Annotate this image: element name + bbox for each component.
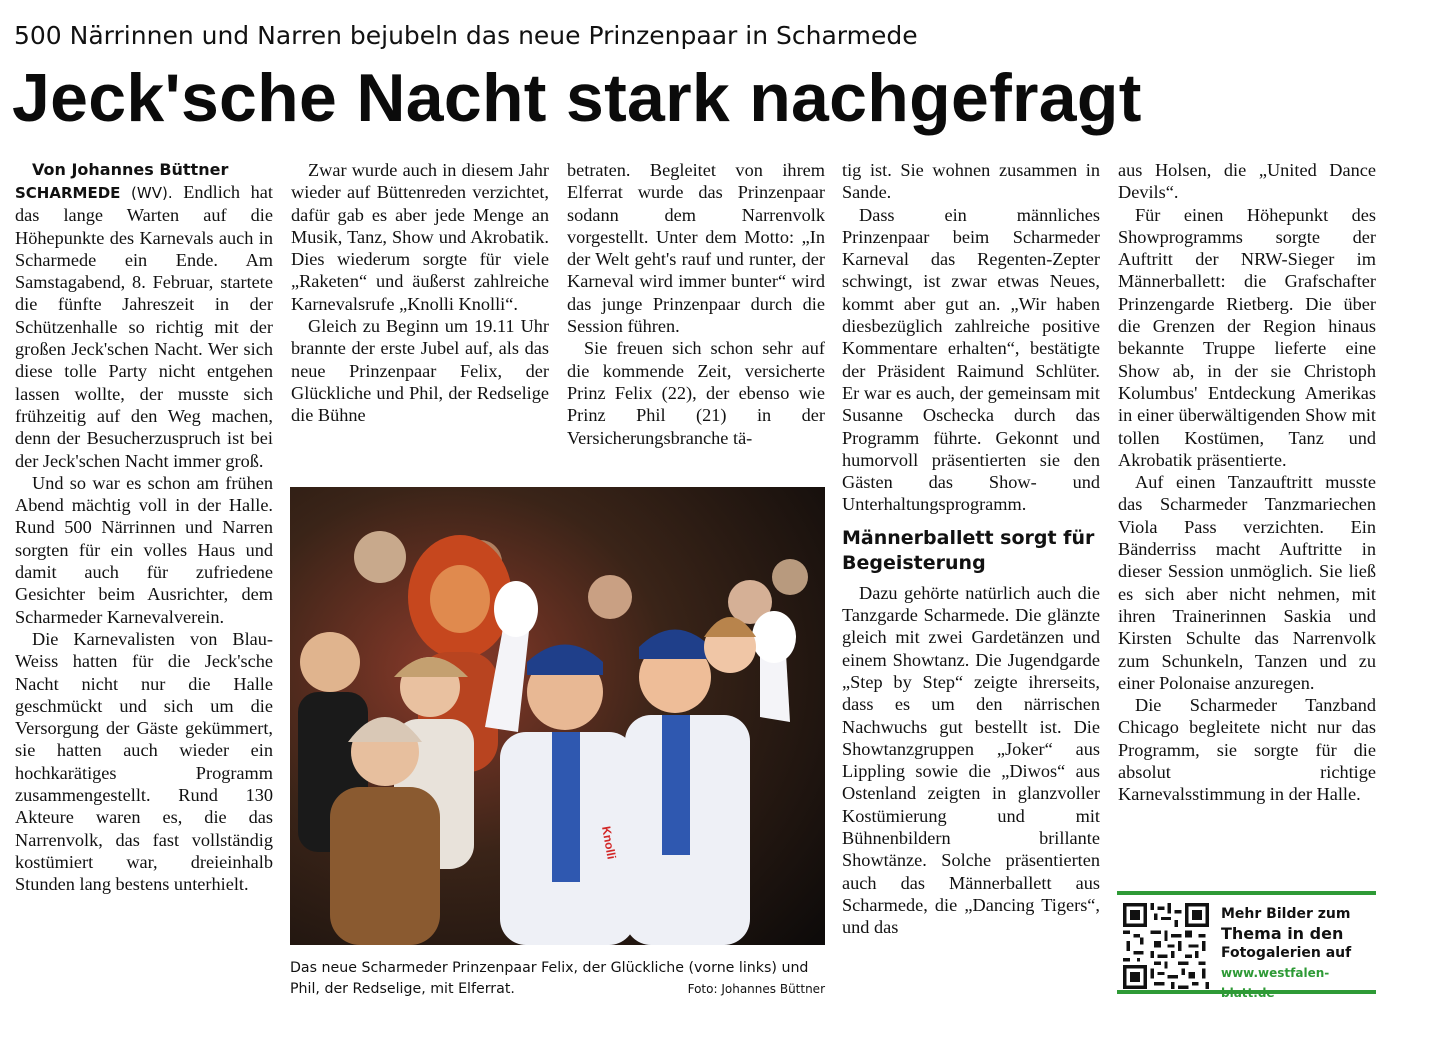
kicker: 500 Närrinnen und Narren bejubeln das neue Prinzenpaar in Scharmede xyxy=(14,21,918,50)
photo-illustration xyxy=(290,487,825,945)
paragraph: tig ist. Sie wohnen zusammen in Sande. xyxy=(842,160,1100,203)
qr-code-icon[interactable] xyxy=(1123,903,1209,989)
dateline-source: (WV). xyxy=(131,184,173,202)
dateline-place: SCHARMEDE xyxy=(15,184,121,202)
paragraph: Dass ein männliches Prinzenpaar beim Scharmeder Karneval das Regenten-Zepter schwingt, ist zwar etwas Neues, kommt aber gut an. „Wir haben diesbezüglich zahlreiche positive Kommentare erhalten“, bestätigte der Präsident Raimund Schlüter. Er war es auch, der gemeinsam mit Susanne Oschecka durch das Programm führte. Gekonnt und humorvoll präsentierten sie den Gästen das Show- und Unterhaltungsprogramm. xyxy=(842,204,1100,515)
column-1 xyxy=(15,159,273,896)
lead-paragraph xyxy=(15,181,273,472)
article-photo xyxy=(290,487,825,945)
column-2 xyxy=(291,159,549,427)
paragraph: aus Holsen, die „United Dance Devils“. xyxy=(1118,160,1376,203)
paragraph: Auf einen Tanzauftritt musste das Scharmeder Tanzmariechen Viola Pass verzichten. Ein Bänderriss macht Auftritte in dieser Session unmöglich. Sie ließ es sich aber nicht nehmen, mit ihren Trainerinnen Saskia und Kirsten Schulte das Narrenvolk zum Schunkeln, Tanzen und zu einer Polonaise anzuregen. xyxy=(1118,472,1376,693)
paragraph: Die Scharmeder Tanzband Chicago begleitete nicht nur das Programm, sie sorgte für die absolut richtige Karnevalsstimmung in der Halle. xyxy=(1118,695,1376,805)
photo-caption xyxy=(290,958,825,1000)
byline: Von Johannes Büttner xyxy=(32,160,229,179)
photo-credit: Foto: Johannes Büttner xyxy=(687,982,825,996)
paragraph: Die Karnevalisten von Blau-Weiss hatten für die Jeck'sche Nacht nicht nur die Halle geschmückt und sich um die Versorgung der Gäste gekümmert, sie hatten auch wieder ein hochkarätiges Programm zusammengestellt. Rund 130 Akteure waren es, die das Narrenvolk, das fast vollständig kostümiert war, dreieinhalb Stunden lang bestens unterhielt. xyxy=(15,628,273,895)
promo-url-link[interactable]: www.westfalen-blatt.de xyxy=(1221,966,1330,1000)
promo-text xyxy=(1221,905,1376,1003)
caption-text: Das neue Scharmeder Prinzenpaar Felix, der Glückliche (vorne links) und Phil, der Redselige, mit Elferrat. xyxy=(290,960,809,997)
promo-line-1: Mehr Bilder zum xyxy=(1221,906,1351,922)
headline: Jeck'sche Nacht stark nachgefragt xyxy=(12,60,1142,136)
paragraph: Sie freuen sich schon sehr auf die kommende Zeit, versicherte Prinz Felix (22), der ebenso wie Prinz Phil (21) in der Versicherungsbranche tä- xyxy=(567,338,825,448)
paragraph: Für einen Höhepunkt des Showprogramms sorgte der Auftritt der NRW-Sieger im Männerballett: die Grafschafter Prinzengarde Rietberg. Die über die Grenzen der Region hinaus bekannte Truppe lieferte eine Show ab, in der sie Christoph Kolumbus' Entdeckung Amerikas in einer überwältigenden Show mit tollen Kostümen, Tanz und Akrobatik präsentierte. xyxy=(1118,204,1376,470)
paragraph: betraten. Begleitet von ihrem Elferrat wurde das Prinzenpaar sodann dem Narrenvolk vorgestellt. Unter dem Motto: „In der Welt geht's rauf und runter, der Karneval wird immer bunter“ wird das junge Prinzenpaar durch die Session führen. xyxy=(567,160,825,337)
scarf-text: Knolli xyxy=(599,825,619,861)
gallery-promo[interactable] xyxy=(1117,891,1376,1000)
promo-line-3: Fotogalerien auf xyxy=(1221,945,1352,961)
paragraph: Und so war es schon am frühen Abend mächtig voll in der Halle. Rund 500 Närrinnen und Narren sorgten für ein volles Haus und damit auch für zufriedene Gesichter beim Ausrichter, dem Scharmeder Karnevalverein. xyxy=(15,472,273,627)
paragraph: Dazu gehörte natürlich auch die Tanzgarde Scharmede. Die glänzte gleich mit zwei Gardetänzen und einem Showtanz. Die Jugendgarde „Step by Step“ zeigte ihrerseits, dass es um den närrischen Nachwuchs gut bestellt ist. Die Showtanzgruppen „Joker“ aus Lippling sowie die „Diwos“ aus Ostenland zeigten in glanzvoller Kostümierung und mit Bühnenbildern brillante Showtänze. Solche präsentierten auch das Männerballett aus Scharmede, die „Dancing Tigers“, und das xyxy=(842,582,1100,938)
paragraph: Zwar wurde auch in diesem Jahr wieder auf Büttenreden verzichtet, dafür gab es aber jede Menge an Musik, Tanz, Show und Akrobatik. Dies wiederum sorgte für viele „Raketen“ und äußerst zahlreiche Karnevalsrufe „Knolli Knolli“. xyxy=(291,160,549,314)
column-5 xyxy=(1118,159,1376,806)
promo-line-2: Thema in den xyxy=(1221,924,1344,943)
paragraph-text: Endlich hat das lange Warten auf die Höhepunkte des Karnevals auch in Scharmede ein Ende. Am Samstagabend, 8. Februar, startete die fünfte Jahreszeit in der Schützenhalle so richtig mit der großen Jeck'schen Nacht. Wer sich diese tolle Party nicht entgehen lassen wollte, der musste sich frühzeitig auf den Weg machen, denn der Besucherzuspruch ist bei der Jeck'schen Nacht immer groß. xyxy=(15,182,273,471)
column-4 xyxy=(842,159,1100,939)
subhead: Männerballett sorgt für Begeisterung xyxy=(842,526,1095,574)
column-3 xyxy=(567,159,825,449)
paragraph: Gleich zu Beginn um 19.11 Uhr brannte der erste Jubel auf, als das neue Prinzenpaar Felix, der Glückliche und Phil, der Redselige die Bühne xyxy=(291,316,549,426)
